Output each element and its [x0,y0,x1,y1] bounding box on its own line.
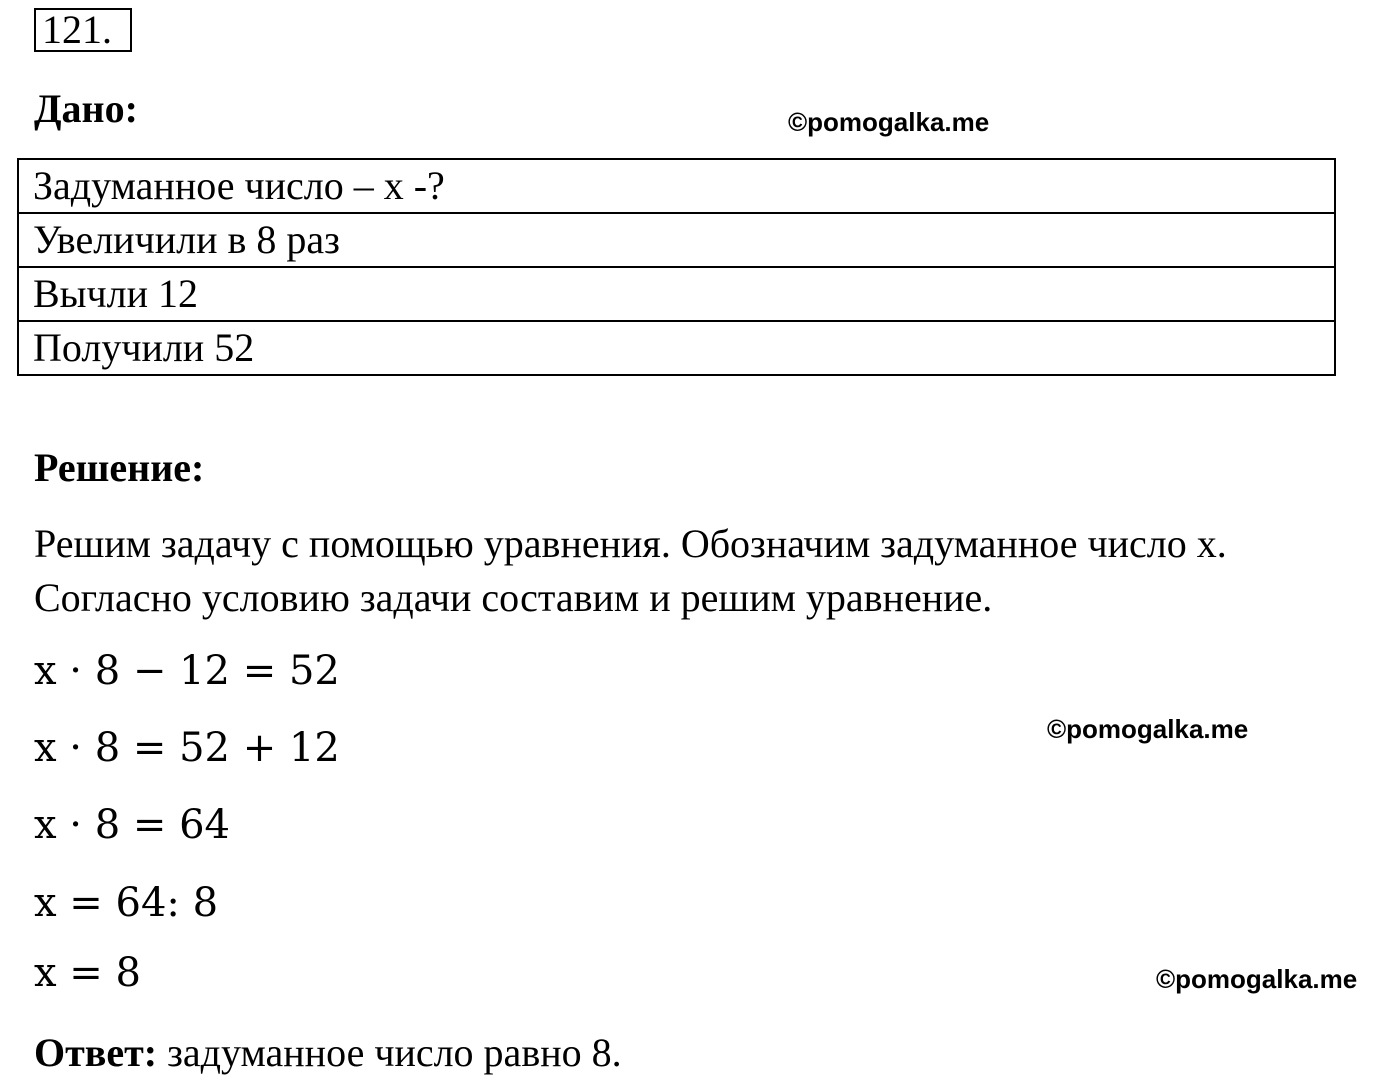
table-row [18,267,1335,321]
given-table [17,158,1336,376]
equation-line: x · 8 − 12 = 52 [34,648,340,694]
answer-text: задуманное число равно 8. [157,1030,622,1075]
answer-label: Ответ: [34,1030,158,1075]
table-row [18,321,1335,375]
table-cell: Вычли 12 [18,267,1335,321]
task-number: 121. [34,8,132,52]
solution-heading: Решение: [34,445,205,490]
equation-line: x · 8 = 52 + 12 [34,725,340,771]
table-cell: Увеличили в 8 раз [18,213,1335,267]
equation-line: x · 8 = 64 [34,802,230,848]
equation-line: x = 8 [34,950,141,996]
watermark: ©pomogalka.me [1047,714,1249,744]
equation-line: x = 64: 8 [34,880,219,926]
table-row [18,159,1335,213]
answer [34,1026,622,1080]
table-cell: Получили 52 [18,321,1335,375]
table-row [18,213,1335,267]
given-heading: Дано: [34,86,138,131]
watermark: ©pomogalka.me [1156,964,1358,994]
watermark: ©pomogalka.me [788,107,990,137]
solution-text: Решим задачу с помощью уравнения. Обозначим задуманное число х. Согласно условию задачи составим и решим уравнение. [34,521,1227,620]
table-cell: Задуманное число – х -? [18,159,1335,213]
